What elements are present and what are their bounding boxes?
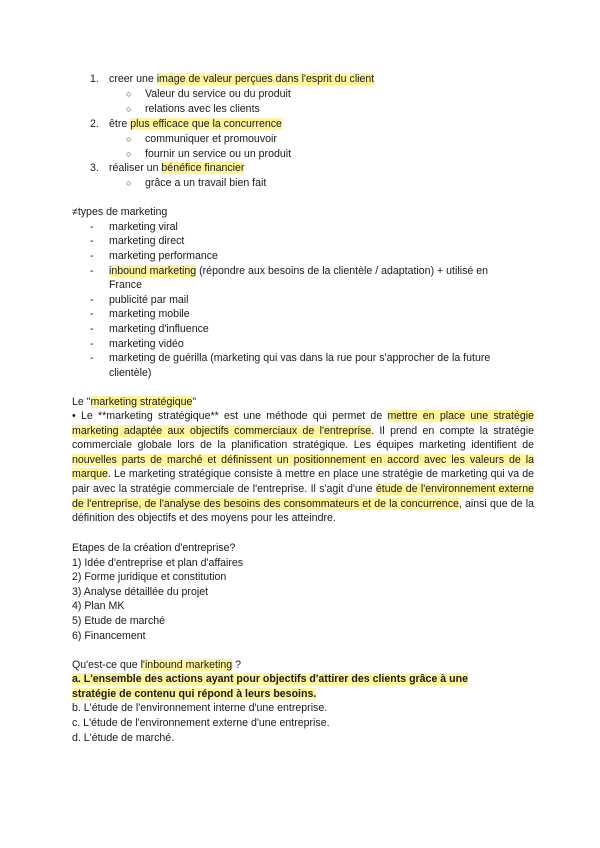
goal-3: réaliser un bénéfice financier [109,162,245,174]
type-item: marketing viral [109,221,178,233]
quiz-option-c: c. L'étude de l'environnement externe d'une entreprise. [72,717,330,729]
type-item: marketing performance [109,250,218,262]
dash-bullet: - [90,235,94,247]
sub-bullet-icon: ○ [126,89,132,99]
step-item: 5) Etude de marché [72,615,166,627]
goal-2: être plus efficace que la concurrence [109,118,282,130]
step-item: 4) Plan MK [72,600,125,612]
goal-3-sub: grâce a un travail bien fait [145,177,267,189]
quiz-option-d: d. L'étude de marché. [72,732,175,744]
goal-1: creer une image de valeur perçues dans l'esprit du client [109,73,375,85]
type-item-inbound-cont: France [109,279,142,291]
type-item: publicité par mail [109,294,189,306]
quiz-option-b: b. L'étude de l'environnement interne d'une entreprise. [72,702,328,714]
list-number: 3. [90,162,99,174]
type-item: marketing direct [109,235,185,247]
sub-bullet-icon: ○ [126,104,132,114]
dash-bullet: - [90,294,94,306]
step-item: 6) Financement [72,630,146,642]
dash-bullet: - [90,352,94,364]
quiz-question: Qu'est-ce que l'inbound marketing ? [72,659,241,671]
dash-bullet: - [90,250,94,262]
type-item-guerilla-cont: clientèle) [109,367,152,379]
goal-2-sub: communiquer et promouvoir [145,133,277,145]
dash-bullet: - [90,323,94,335]
dash-bullet: - [90,265,94,277]
type-item: marketing d'influence [109,323,209,335]
quiz-answer-a: a. L'ensemble des actions ayant pour objectifs d'attirer des clients grâce à une stratégie de contenu qui répond à leurs besoins. [72,673,468,700]
goal-1-sub: Valeur du service ou du produit [145,88,291,100]
steps-title: Etapes de la création d'entreprise? [72,542,236,554]
types-heading: ≠types de marketing [72,206,168,218]
type-item-inbound: inbound marketing (répondre aux besoins de la clientèle / adaptation) + utilisé en [109,265,488,277]
step-item: 3) Analyse détaillée du projet [72,586,209,598]
goal-1-sub: relations avec les clients [145,103,260,115]
strategic-paragraph: • Le **marketing stratégique** est une méthode qui permet de mettre en place une stratégie marketing adaptée aux objectifs commerciaux de l'entreprise. Il prend en compte la stratégie commerciale globale lors de la planification stratégique. Les équipes marketing identifient de nouvelles parts de marché et définissent un positionnement en accord avec les valeurs de la marque. Le marketing stratégique consiste à mettre en place une stratégie de marketing qui va de pair avec la stratégie commerciale de l'entreprise. Il s'agit d'une étude de l'environnement externe de l'entreprise, de l'analyse des besoins des consommateurs et de la concurrence, ainsi que de la définition des objectifs et des moyens pour les atteindre. [72,410,534,525]
dash-bullet: - [90,221,94,233]
type-item-guerilla: marketing de guérilla (marketing qui vas dans la rue pour s'approcher de la future [109,352,491,364]
dash-bullet: - [90,308,94,320]
step-item: 2) Forme juridique et constitution [72,571,227,583]
sub-bullet-icon: ○ [126,134,132,144]
list-number: 1. [90,73,99,85]
dash-bullet: - [90,338,94,350]
strategic-title: Le "marketing stratégique" [72,396,197,408]
step-item: 1) Idée d'entreprise et plan d'affaires [72,557,244,569]
type-item: marketing mobile [109,308,190,320]
sub-bullet-icon: ○ [126,178,132,188]
list-number: 2. [90,118,99,130]
sub-bullet-icon: ○ [126,149,132,159]
type-item: marketing vidéo [109,338,184,350]
goal-2-sub: fournir un service ou un produit [145,148,292,160]
